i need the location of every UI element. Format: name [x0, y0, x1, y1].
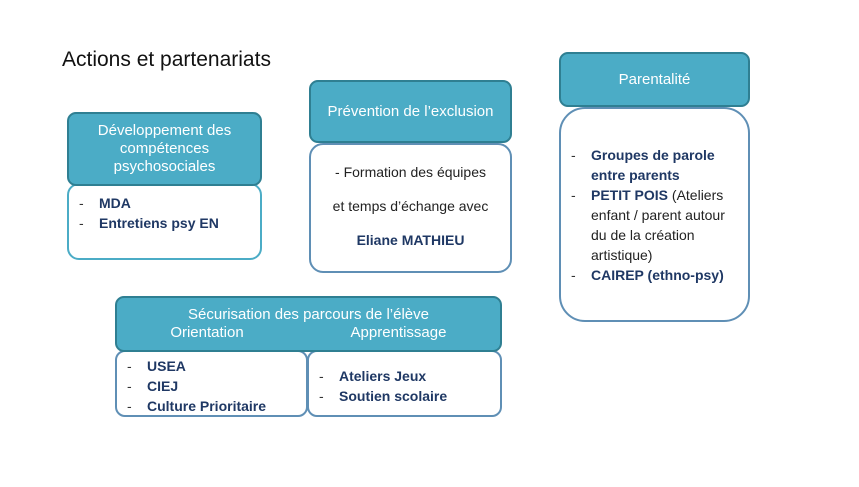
secur-header-label: Sécurisation des parcours de l’élève: [188, 306, 429, 323]
dev-header-label: Développement des compétences psychosociales: [97, 122, 232, 175]
list-item: - Entretiens psy EN: [79, 215, 219, 231]
secur-sub-apprentissage: Apprentissage: [350, 324, 447, 341]
dev-item-mda: MDA: [99, 195, 131, 211]
dev-box: [67, 183, 262, 260]
prevention-line-2: et temps d’échange avec: [332, 198, 489, 214]
list-item: - PETIT POIS (Ateliers enfant / parent autour du de la création artistique): [571, 187, 725, 263]
prevention-box: [309, 143, 512, 273]
list-item: - CAIREP (ethno-psy): [571, 267, 724, 283]
list-item: - Groupes de parole entre parents: [571, 147, 715, 183]
secur-item-soutien: Soutien scolaire: [339, 388, 448, 404]
secur-sub-orientation: Orientation: [170, 324, 244, 341]
parent-header: [559, 52, 750, 107]
parent-item-petit-pois-desc: (Ateliers enfant / parent autour du de la création artistique): [591, 187, 725, 263]
parent-header-label: Parentalité: [618, 70, 691, 88]
secur-item-ciej: CIEJ: [147, 378, 179, 394]
list-item: - Soutien scolaire: [319, 388, 448, 404]
secur-item-usea: USEA: [147, 358, 186, 374]
parent-box: [559, 107, 750, 322]
prevention-line-1: - Formation des équipes: [335, 164, 486, 180]
list-item: - USEA: [127, 358, 186, 374]
prevention-header: [309, 80, 512, 143]
list-item: - Culture Prioritaire: [127, 398, 267, 414]
parent-item-cairep: CAIREP (ethno-psy): [591, 267, 724, 283]
prevention-line-3: Eliane MATHIEU: [356, 232, 465, 248]
list-item: - Ateliers Jeux: [319, 368, 427, 384]
parent-item-petit-pois: PETIT POIS: [591, 187, 669, 203]
secur-item-culture: Culture Prioritaire: [147, 398, 267, 414]
secur-header: [115, 296, 502, 352]
dev-header: [67, 112, 262, 186]
page-title: Actions et partenariats: [62, 48, 271, 71]
prevention-header-label: Prévention de l’exclusion: [327, 102, 494, 120]
dev-item-entretiens: Entretiens psy EN: [99, 215, 219, 231]
secur-left-box: [115, 350, 308, 417]
secur-item-ateliers: Ateliers Jeux: [339, 368, 427, 384]
parent-item-groupes: Groupes de parole entre parents: [591, 147, 715, 183]
list-item: - MDA: [79, 195, 131, 211]
secur-right-box: [307, 350, 502, 417]
list-item: - CIEJ: [127, 378, 179, 394]
